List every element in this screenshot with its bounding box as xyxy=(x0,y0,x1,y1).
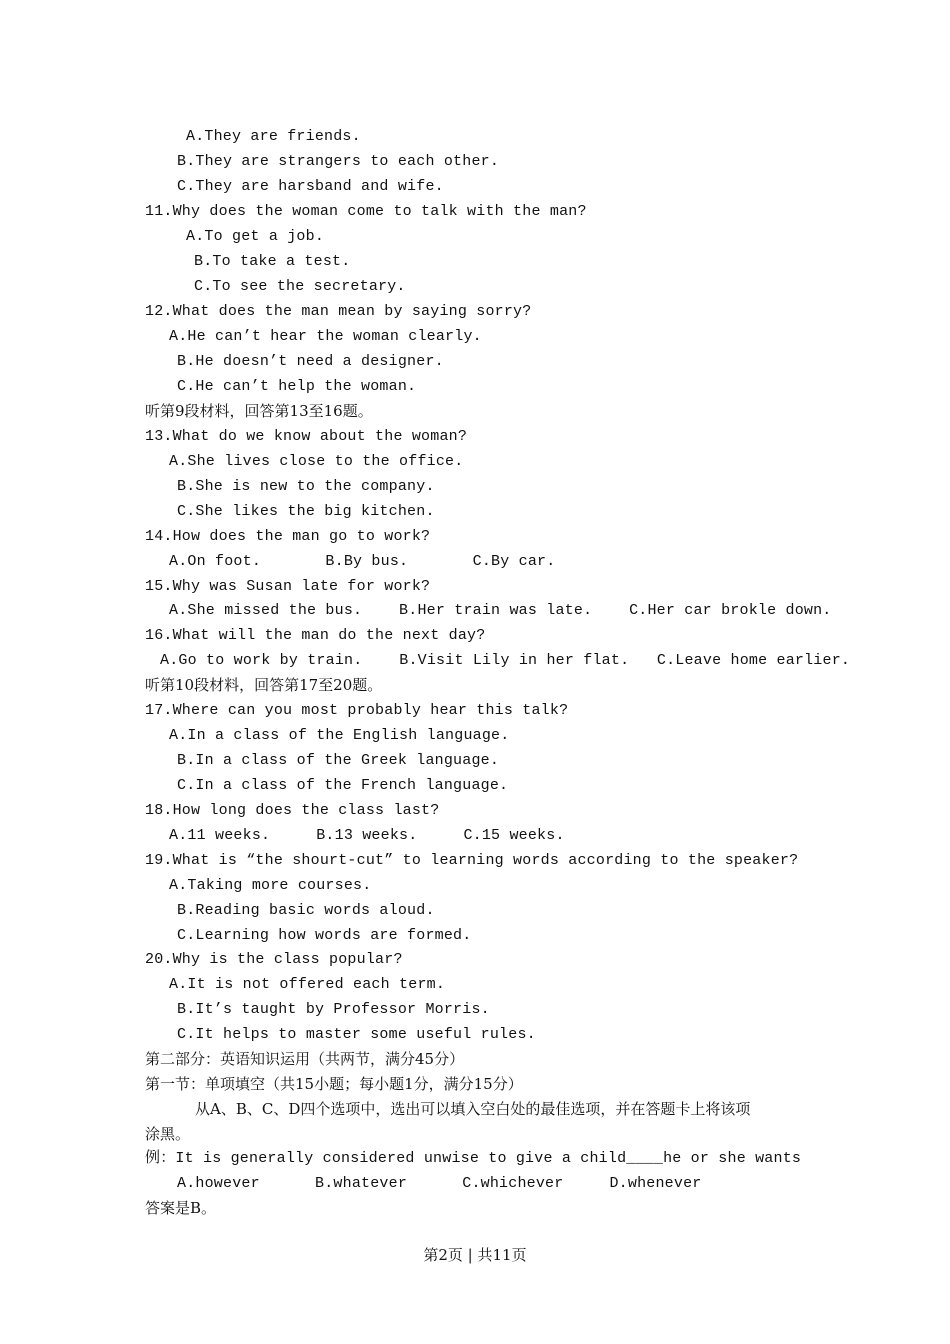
options-16: A.Go to work by train. B.Visit Lily in her flat. C.Leave home earlier. xyxy=(160,652,851,669)
option-10c: C.They are harsband and wife. xyxy=(177,178,444,195)
example-answer: 答案是B。 xyxy=(145,1199,217,1217)
section-one-heading: 第一节：单项填空（共15小题；每小题1分，满分15分） xyxy=(145,1075,523,1093)
option-13c: C.She likes the big kitchen. xyxy=(177,503,435,520)
question-18: 18.How long does the class last? xyxy=(145,802,440,819)
option-10a: A.They are friends. xyxy=(186,128,361,145)
option-20b: B.It’s taught by Professor Morris. xyxy=(177,1001,490,1018)
example-options: A.however B.whatever C.whichever D.whenever xyxy=(177,1175,702,1192)
question-20: 20.Why is the class popular? xyxy=(145,951,403,968)
question-12: 12.What does the man mean by saying sorry? xyxy=(145,303,532,320)
question-19: 19.What is “the shourt-cut” to learning words according to the speaker? xyxy=(145,852,799,869)
option-10b: B.They are strangers to each other. xyxy=(177,153,500,170)
part-two-heading: 第二部分：英语知识运用（共两节，满分45分） xyxy=(145,1050,465,1068)
option-17b: B.In a class of the Greek language. xyxy=(177,752,500,769)
options-15: A.She missed the bus. B.Her train was late. C.Her car brokle down. xyxy=(169,602,832,619)
option-19a: A.Taking more courses. xyxy=(169,877,372,894)
option-12a: A.He can’t hear the woman clearly. xyxy=(169,328,482,345)
question-16: 16.What will the man do the next day? xyxy=(145,627,486,644)
question-13: 13.What do we know about the woman? xyxy=(145,428,468,445)
question-17: 17.Where can you most probably hear this talk? xyxy=(145,702,569,719)
option-11b: B.To take a test. xyxy=(194,253,351,270)
instructions-line-2: 涂黑。 xyxy=(145,1125,191,1143)
section-heading-10: 听第10段材料，回答第17至20题。 xyxy=(145,676,383,694)
option-12b: B.He doesn’t need a designer. xyxy=(177,353,444,370)
option-13a: A.She lives close to the office. xyxy=(169,453,464,470)
instructions-line-1: 从A、B、C、D四个选项中，选出可以填入空白处的最佳选项，并在答题卡上将该项 xyxy=(195,1100,751,1118)
option-17c: C.In a class of the French language. xyxy=(177,777,509,794)
option-19b: B.Reading basic words aloud. xyxy=(177,902,435,919)
question-15: 15.Why was Susan late for work? xyxy=(145,578,431,595)
options-18: A.11 weeks. B.13 weeks. C.15 weeks. xyxy=(169,827,565,844)
option-20a: A.It is not offered each term. xyxy=(169,976,446,993)
question-14: 14.How does the man go to work? xyxy=(145,528,431,545)
page-footer: 第2页 | 共11页 xyxy=(423,1246,527,1264)
options-14: A.On foot. B.By bus. C.By car. xyxy=(169,553,556,570)
option-20c: C.It helps to master some useful rules. xyxy=(177,1026,536,1043)
option-13b: B.She is new to the company. xyxy=(177,478,435,495)
option-11c: C.To see the secretary. xyxy=(194,278,406,295)
option-12c: C.He can’t help the woman. xyxy=(177,378,417,395)
example-question: 例：It is generally considered unwise to give a child____he or she wants xyxy=(145,1150,802,1167)
section-heading-9: 听第9段材料，回答第13至16题。 xyxy=(145,402,373,420)
option-19c: C.Learning how words are formed. xyxy=(177,927,472,944)
option-17a: A.In a class of the English language. xyxy=(169,727,510,744)
question-11: 11.Why does the woman come to talk with the man? xyxy=(145,203,587,220)
option-11a: A.To get a job. xyxy=(186,228,325,245)
